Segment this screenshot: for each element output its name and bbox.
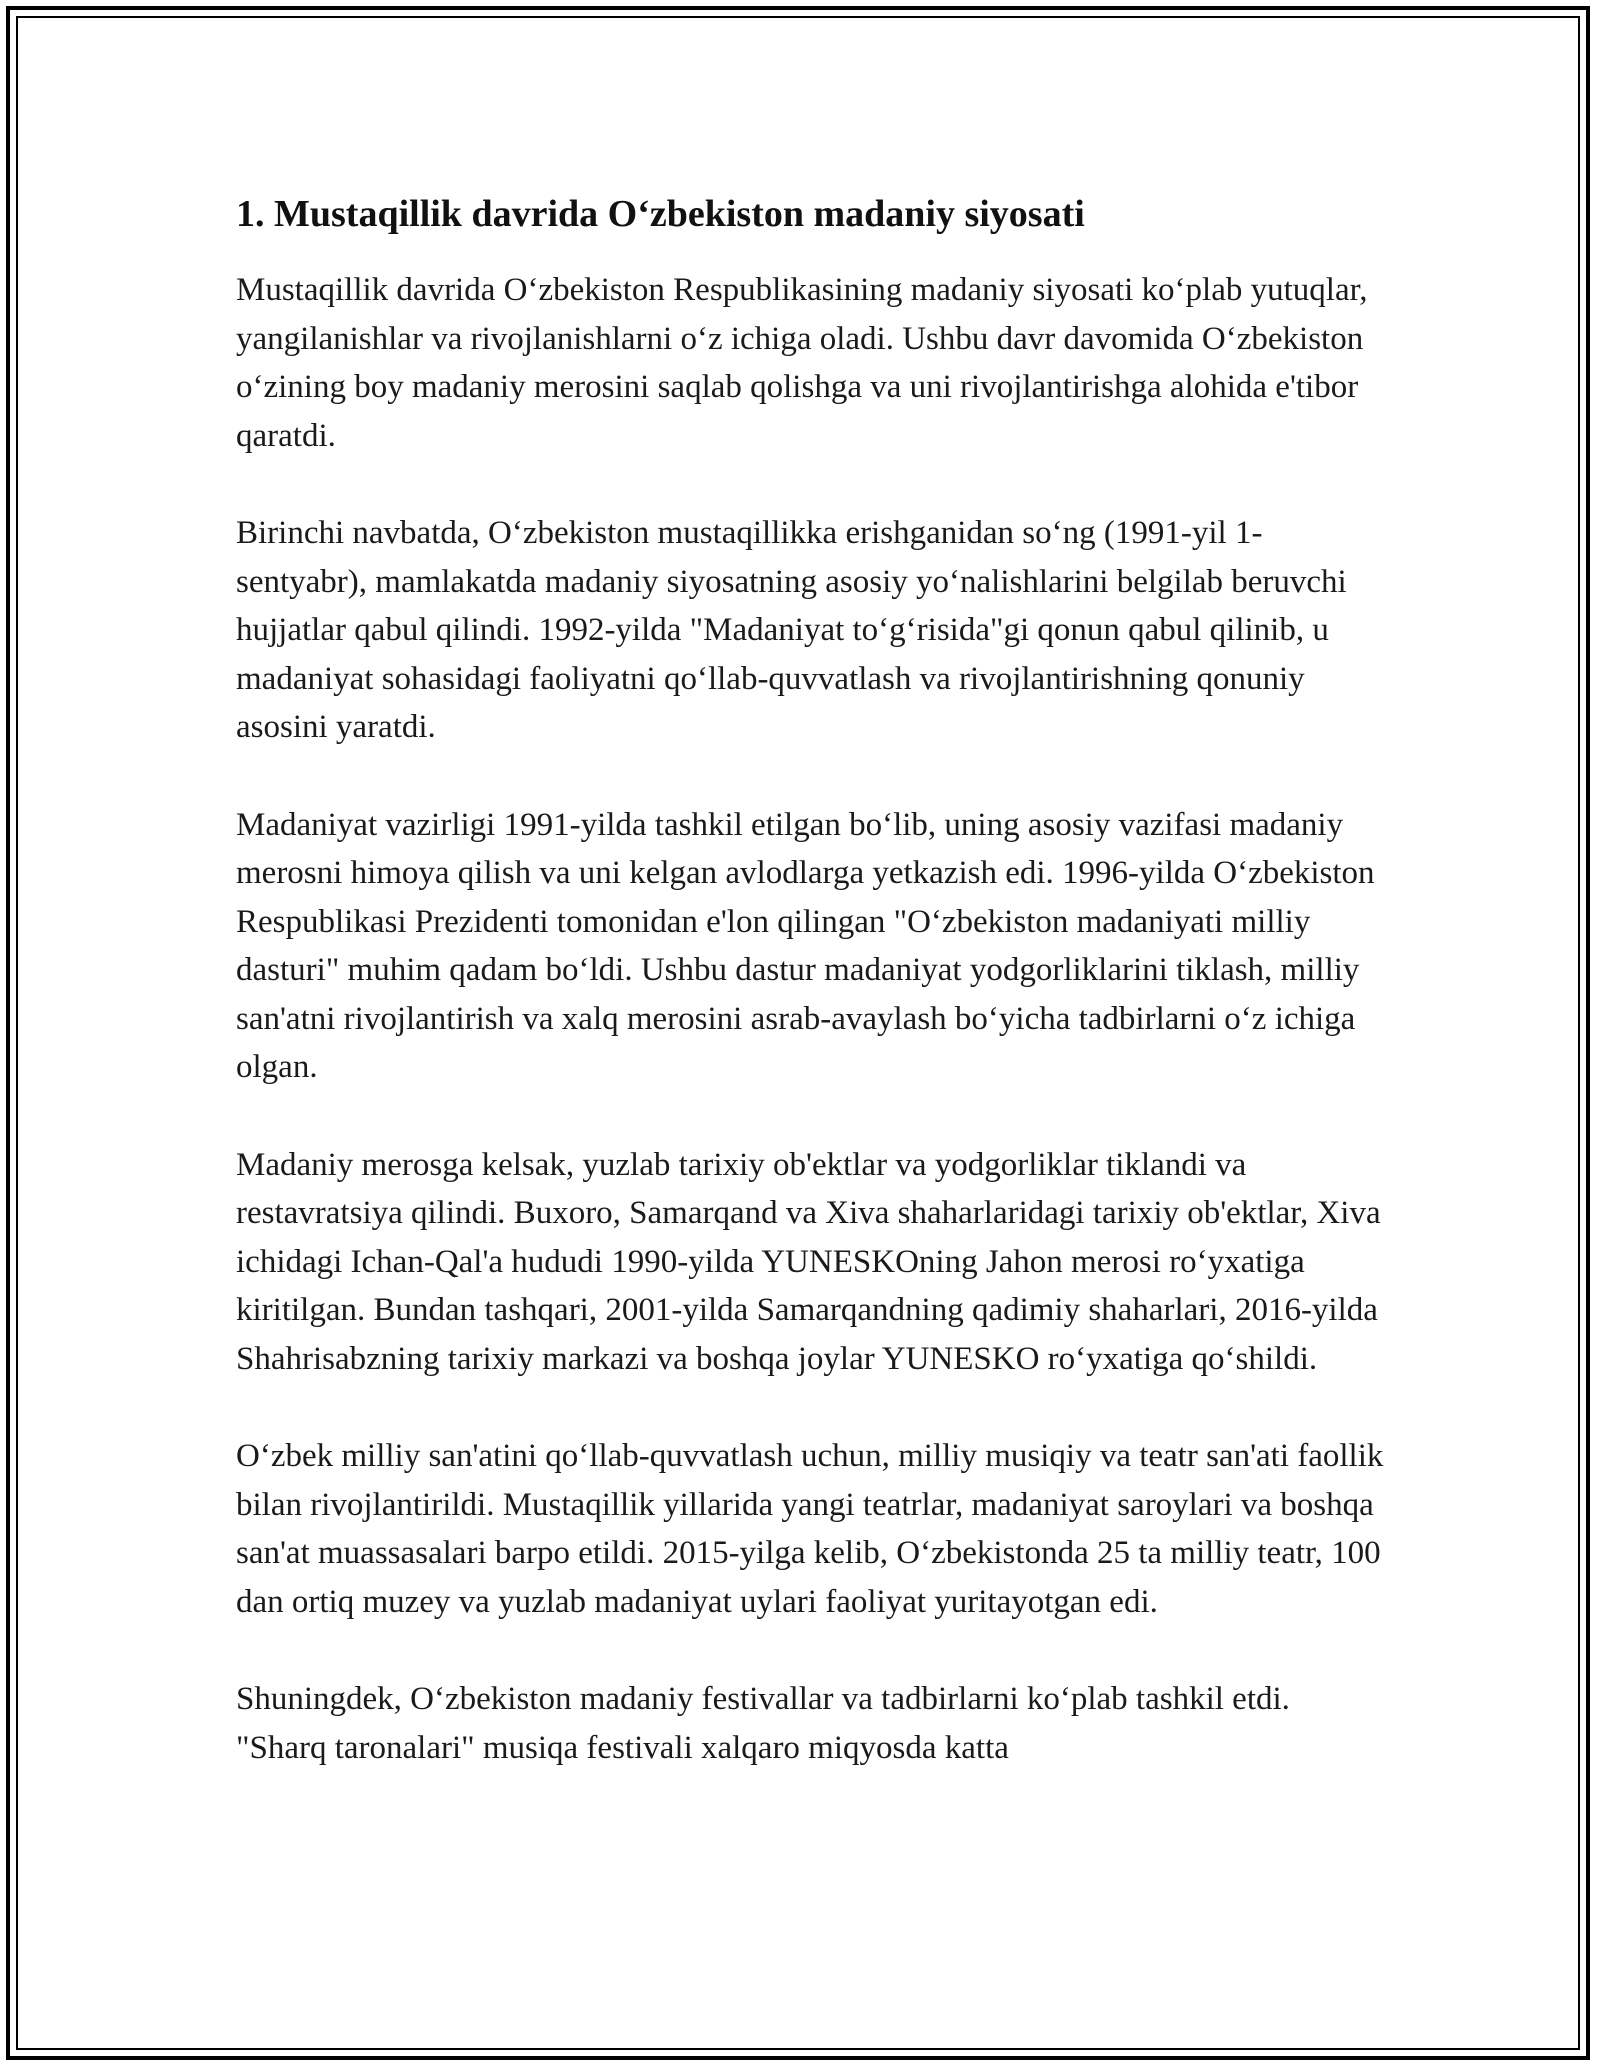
section-heading: 1. Mustaqillik davrida O‘zbekiston madaniy siyosati — [236, 193, 1085, 235]
paragraph-festivals: Shuningdek, O‘zbekiston madaniy festivallar va tadbirlarni ko‘plab tashkil etdi. "Sharq taronalari" musiqa festivali xalqaro miqyosda katta — [236, 1681, 1290, 1766]
paragraph-intro: Mustaqillik davrida O‘zbekiston Respublikasining madaniy siyosati ko‘plab yutuqlar, yangilanishlar va rivojlanishlarni o‘z ichiga oladi. Ushbu davr davomida O‘zbekiston o‘zining boy madaniy merosini saqlab qolishga va uni rivojlantirishga alohida e'tibor qaratdi. — [236, 272, 1368, 454]
document-body — [236, 188, 1386, 1821]
paragraph-national-art: O‘zbek milliy san'atini qo‘llab-quvvatlash uchun, milliy musiqiy va teatr san'ati faollik bilan rivojlantirildi. Mustaqillik yillarida yangi teatrlar, madaniyat saroylari va boshqa san'at muassasalari barpo etildi. 2015-yilga kelib, O‘zbekistonda 25 ta milliy teatr, 100 dan ortiq muzey va yuzlab madaniyat uylari faoliyat yuritayotgan edi. — [236, 1438, 1384, 1620]
paragraph-heritage: Madaniy merosga kelsak, yuzlab tarixiy ob'ektlar va yodgorliklar tiklandi va restavratsiya qilindi. Buxoro, Samarqand va Xiva shaharlaridagi tarixiy ob'ektlar, Xiva ichidagi Ichan-Qal'a hududi 1990-yilda YUNESKOning Jahon merosi ro‘yxatiga kiritilgan. Bundan tashqari, 2001-yilda Samarqandning qadimiy shaharlari, 2016-yilda Shahrisabzning tarixiy markazi va boshqa joylar YUNESKO ro‘yxatiga qo‘shildi. — [236, 1146, 1381, 1377]
paragraph-legislation: Birinchi navbatda, O‘zbekiston mustaqillikka erishganidan so‘ng (1991-yil 1-sentyabr), mamlakatda madaniy siyosatning asosiy yo‘nalishlarini belgilab beruvchi hujjatlar qabul qilindi. 1992-yilda "Madaniyat to‘g‘risida"gi qonun qabul qilinib, u madaniyat sohasidagi faoliyatni qo‘llab-quvvatlash va rivojlantirishning qonuniy asosini yaratdi. — [236, 515, 1347, 745]
paragraph-ministry: Madaniyat vazirligi 1991-yilda tashkil etilgan bo‘lib, uning asosiy vazifasi madaniy merosni himoya qilish va uni kelgan avlodlarga yetkazish edi. 1996-yilda O‘zbekiston Respublikasi Prezidenti tomonidan e'lon qilingan "O‘zbekiston madaniyati milliy dasturi" muhim qadam bo‘ldi. Ushbu dastur madaniyat yodgorliklarini tiklash, milliy san'atni rivojlantirish va xalq merosini asrab-avaylash bo‘yicha tadbirlarni o‘z ichiga olgan. — [236, 806, 1375, 1085]
